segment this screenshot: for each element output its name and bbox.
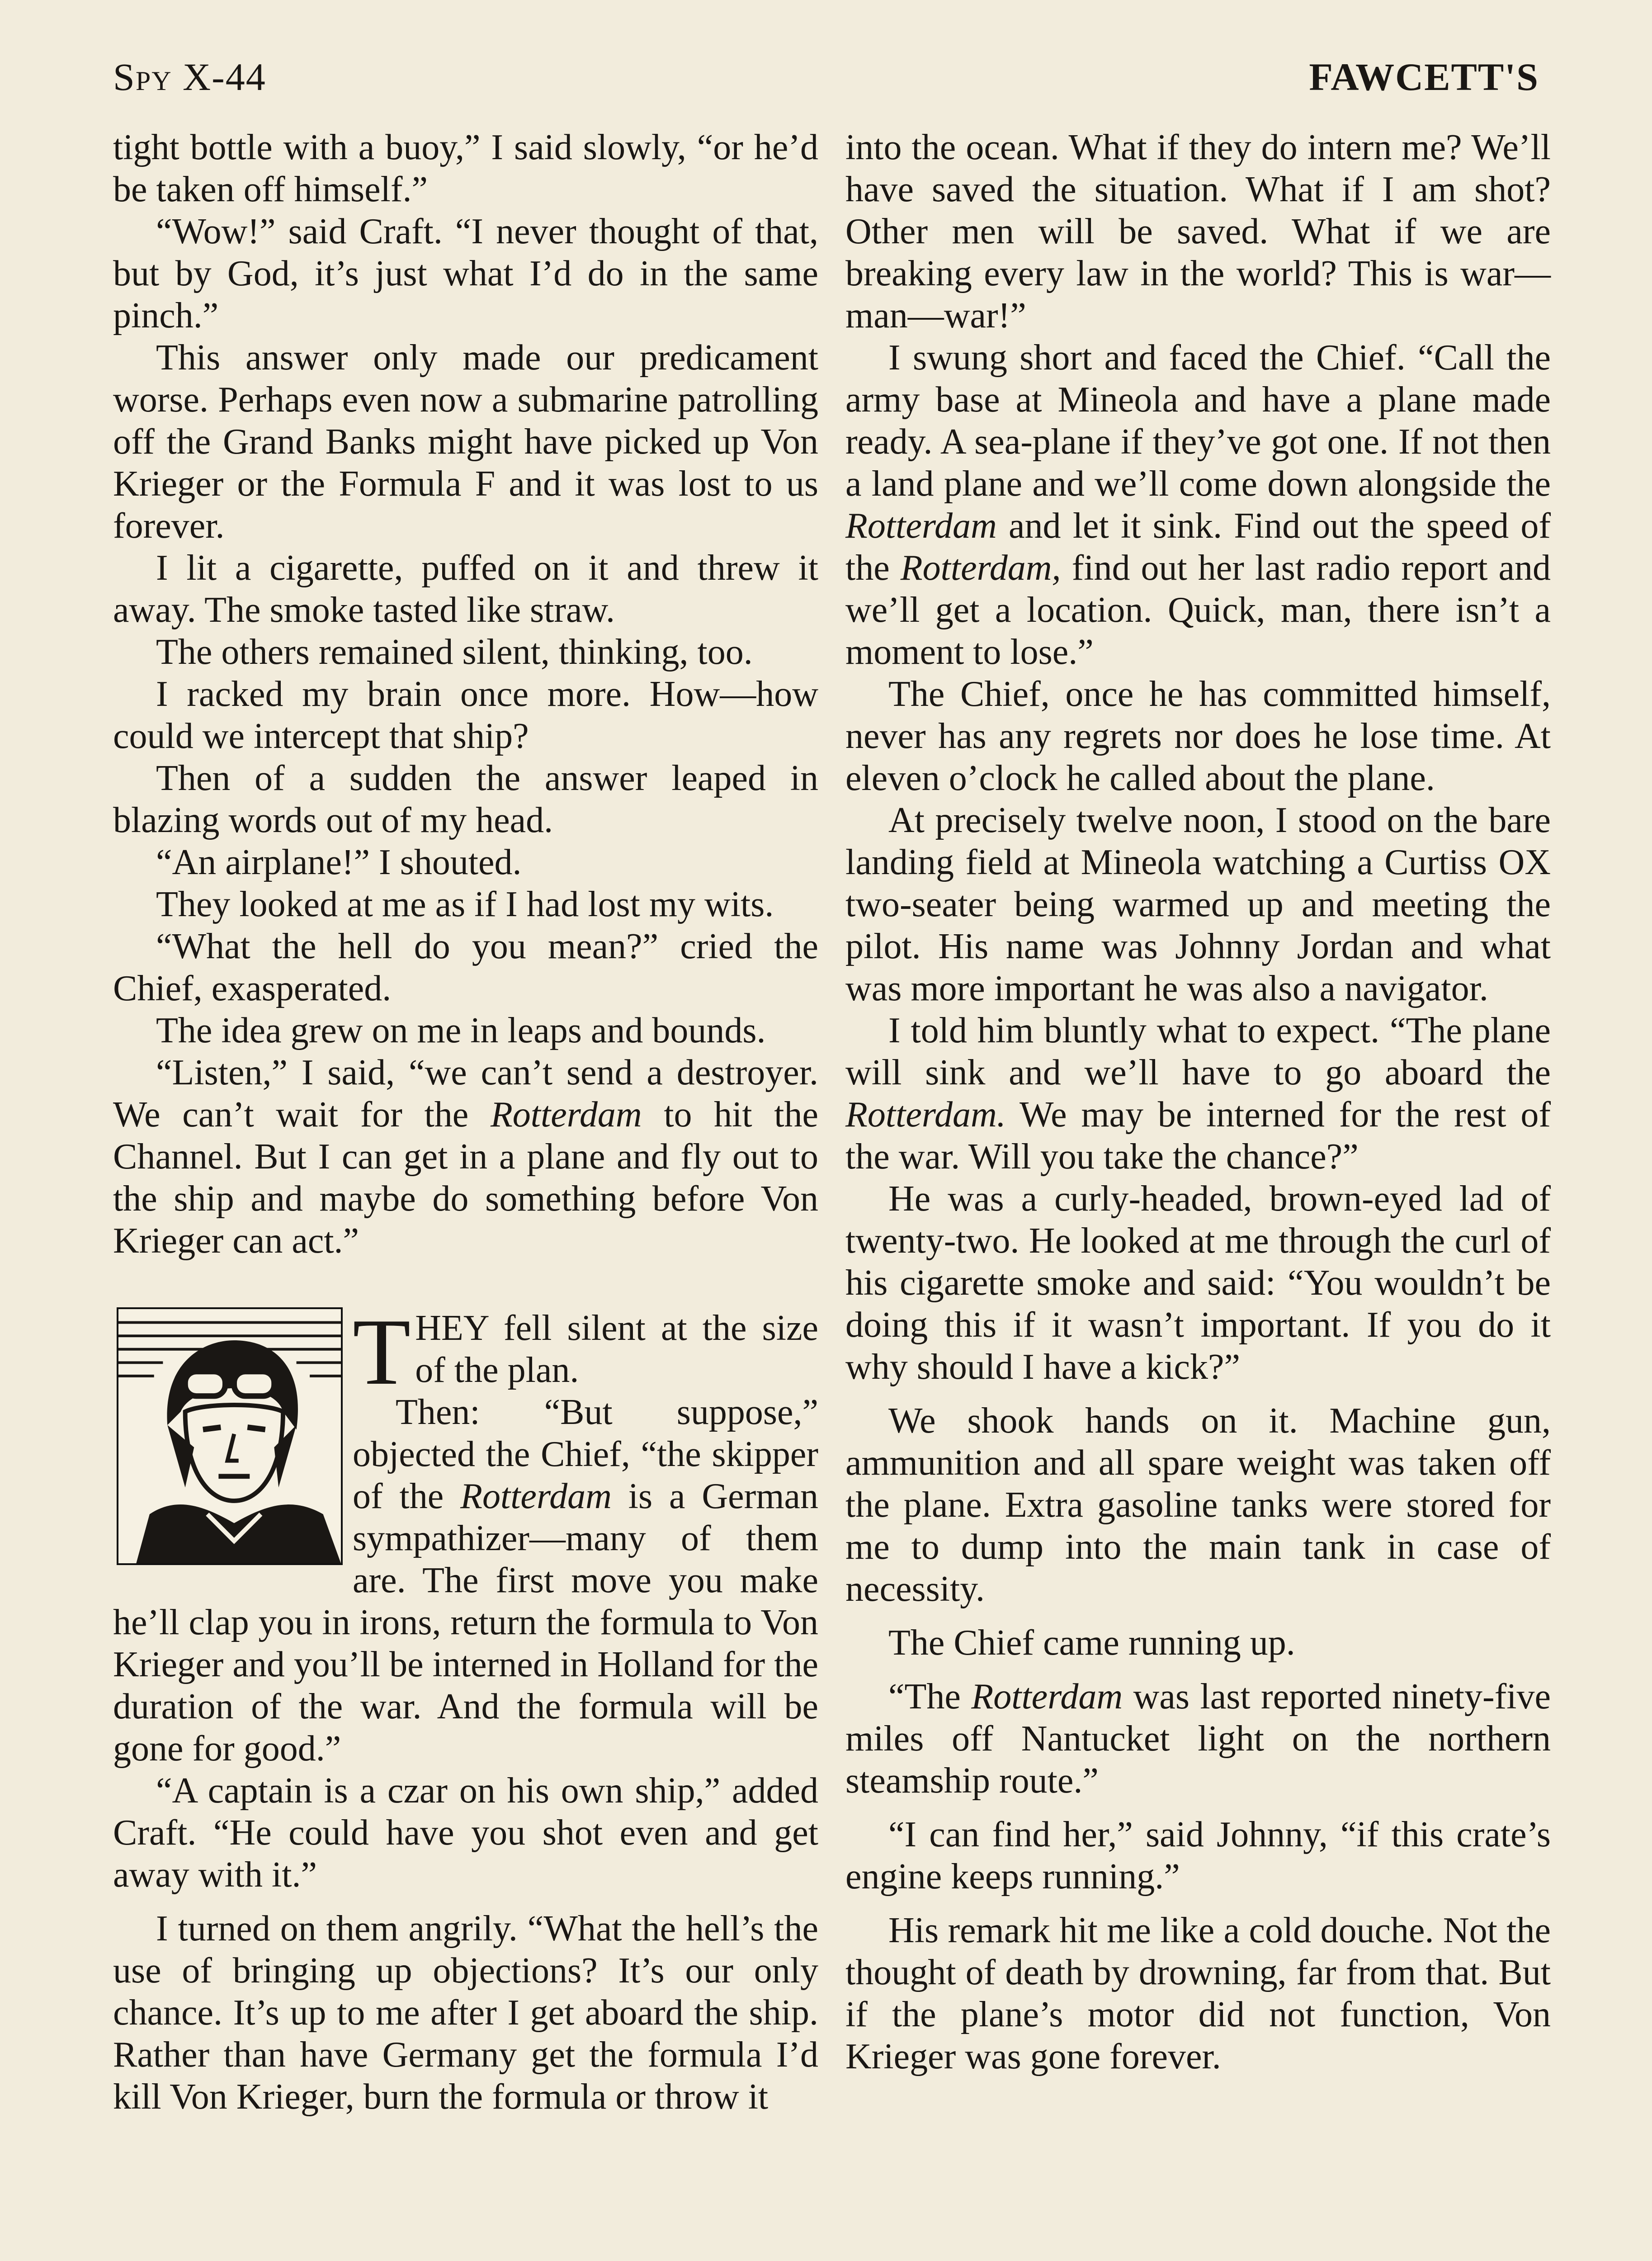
paragraph: I racked my brain once more. How—how could we intercept that ship? [113,674,818,756]
paragraph: The Chief, once he has committed himself, never has any regrets nor does he lose time. At eleven o’clock he called about the plane. [845,674,1551,798]
ship-name: Rotterdam, [900,548,1061,588]
paragraph [845,1010,1551,1178]
paragraph: He was a curly-headed, brown-eyed lad of twenty-two. He looked at me through the curl of his cigarette smoke and said: “You wouldn’t be doing this if it wasn’t important. If you do it why should I have a kick?” [845,1179,1551,1387]
text-run: is a German sympathizer—many of them are. The first move you make he’ll clap you in irons, return the formula to Von Krieger and you’ll be interned in Holland for the duration of the war. And the formula will be gone for good.” [113,1476,818,1769]
paragraph: into the ocean. What if they do intern me? We’ll have saved the situation. What if I am shot? Other men will be saved. What if we are breaking every law in the world? This is war—man—war!” [845,128,1551,336]
running-head [113,50,1539,104]
ship-name: Rotterdam [490,1095,642,1135]
paragraph [845,1676,1551,1802]
right-column [845,127,1551,2078]
paragraph: tight bottle with a buoy,” I said slowly, “or he’d be taken off himself.” [113,128,818,209]
text-run: was last reported ninety-five miles off Nantucket light on the northern steamship route.” [845,1677,1551,1801]
text-run: and let it sink. Find out the speed of the [845,506,1551,588]
paragraph: This answer only made our predicament worse. Perhaps even now a submarine patrolling off the Grand Banks might have picked up Von Krieger or the Formula F and it was lost to us forever. [113,338,818,546]
ship-name: Rotterdam [460,1476,612,1516]
left-column [113,127,818,2118]
paragraph [113,1052,818,1262]
paragraph: “A captain is a czar on his own ship,” added Craft. “He could have you shot even and get away with it.” [113,1771,818,1895]
paragraph: The others remained silent, thinking, too. [156,632,753,672]
ship-name: Rotterdam [971,1677,1123,1717]
paragraph [845,337,1551,673]
paragraph: Then of a sudden the answer leaped in blazing words out of my head. [113,758,818,840]
paragraph: “An airplane!” I shouted. [156,842,522,882]
text-run: Then: “But suppose,” objected the Chief, “the skipper of the [353,1392,818,1516]
paragraph: The idea grew on me in leaps and bounds. [156,1011,766,1050]
text-run: “Listen,” I said, “we can’t send a destroyer. We can’t wait for the [113,1053,818,1135]
ship-name: Rotterdam [845,506,997,546]
story-title: Spy X-44 [113,55,266,99]
paragraph: We shook hands on it. Machine gun, ammunition and all spare weight was taken off the plane. Extra gasoline tanks were stored for me to dump into the main tank in case of necessity. [845,1401,1551,1609]
magazine-name: FAWCETT'S [1309,55,1539,99]
paragraph: They looked at me as if I had lost my wits. [156,885,774,924]
text-run: to hit the Channel. But I can get in a plane and fly out to the ship and maybe do something before Von Krieger can act.” [113,1095,818,1261]
text-run: find out her last radio report and we’ll get a location. Quick, man, there isn’t a moment to lose.” [845,548,1551,672]
paragraph: His remark hit me like a cold douche. Not the thought of death by drowning, far from that. But if the plane’s motor did not function, Von Krieger was gone forever. [845,1911,1551,2077]
text-run: We may be interned for the rest of the war. Will you take the chance?” [845,1095,1551,1177]
text-run: I told him bluntly what to expect. “The plane will sink and we’ll have to go aboard the [845,1011,1551,1093]
drop-cap: T [353,1300,411,1405]
paragraph: I lit a cigarette, puffed on it and threw it away. The smoke tasted like straw. [113,548,818,630]
paragraph: HEY fell silent at the size of the plan. [415,1308,818,1390]
paragraph: At precisely twelve noon, I stood on the bare landing field at Mineola watching a Curtiss OX two-seater being warmed up and meeting the pilot. His name was Johnny Jordan and what was more important he was also a navigator. [845,800,1551,1008]
paragraph: “Wow!” said Craft. “I never thought of that, but by God, it’s just what I’d do in the same pinch.” [113,212,818,336]
text-run: “The [888,1677,972,1717]
paragraph: The Chief came running up. [888,1623,1295,1663]
paragraph: “What the hell do you mean?” cried the Chief, exasperated. [113,927,818,1008]
paragraph: I turned on them angrily. “What the hell’s the use of bringing up objections? It’s our only chance. It’s up to me after I get aboard the ship. Rather than have Germany get the formula I’d kill Von Krieger, burn the formula or throw it [113,1909,818,2117]
section-break [113,1300,818,1770]
text-run: I swung short and faced the Chief. “Call the army base at Mineola and have a plane made ready. A sea-plane if they’ve got one. If not then a land plane and we’ll come down alongside the [845,338,1551,504]
aviator-portrait-icon [117,1307,343,1565]
paragraph: “I can find her,” said Johnny, “if this crate’s engine keeps running.” [845,1815,1551,1897]
ship-name: Rotterdam. [845,1095,1006,1135]
